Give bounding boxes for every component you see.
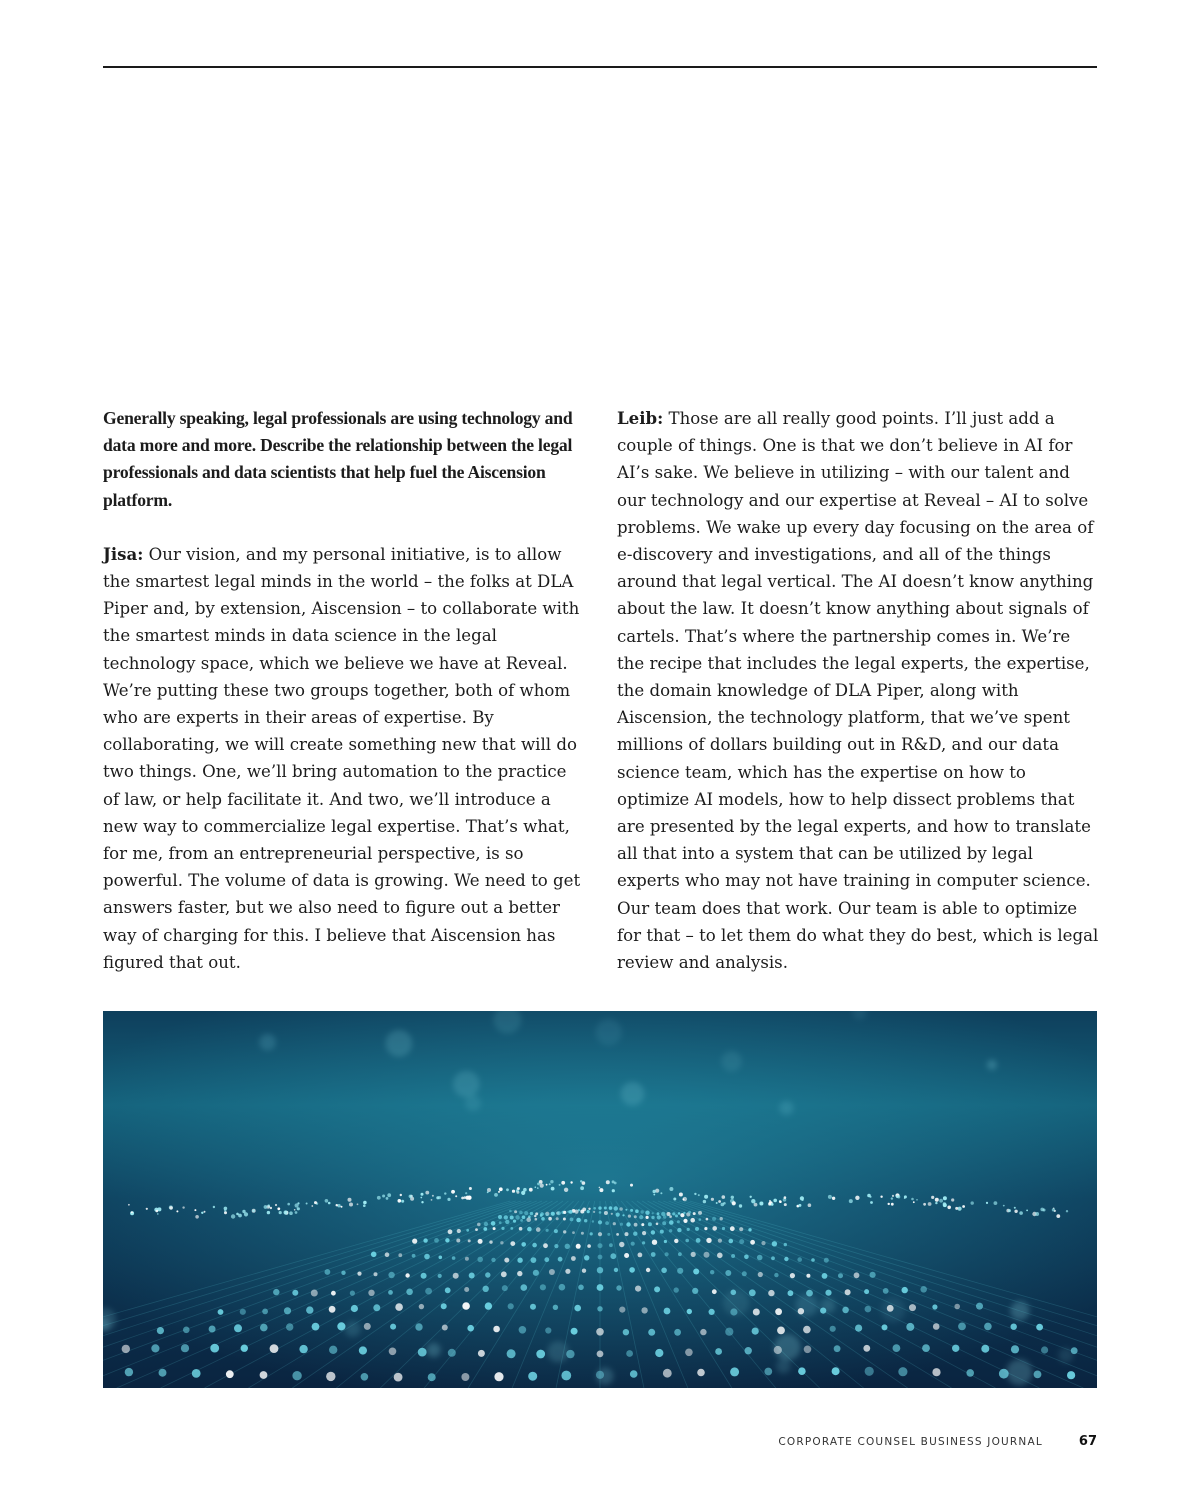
answer-text: Our vision, and my personal initiative, is to allow the smartest legal minds in the world – the folks at DLA Piper and, by extension, Aiscension – to collaborate with the smartest minds in data science in the legal technology space, which we believe we have at Reveal. We’re putting these two groups together, both of whom who are experts in their areas of expertise. By collaborating, we will create something new that will do two things. One, we’ll bring automation to the practice of law, or help facilitate it. And two, we’ll introduce a new way to commercialize legal expertise. That’s what, for me, from an entrepreneurial perspective, is so powerful. The volume of data is growing. We need to get answers faster, but we also need to figure out a better way of charging for this. I believe that Aiscension has figured that out. [103,544,581,972]
data-network-particles-image [103,1011,1097,1388]
top-rule [103,66,1097,68]
article-column-left [103,405,581,976]
page-footer [778,1434,1097,1449]
speaker-name: Jisa: [103,543,144,564]
journal-name: CORPORATE COUNSEL BUSINESS JOURNAL [778,1436,1043,1448]
page-number: 67 [1078,1434,1097,1449]
speaker-name: Leib: [617,408,664,428]
answer-text: Those are all really good points. I’ll just add a couple of things. One is that we don’t believe in AI for AI’s sake. We believe in utilizing – with our talent and our technology and our expertise at Reveal – AI to solve problems. We wake up every day focusing on the area of e-discovery and investigations, and all of the things around that legal vertical. The AI doesn’t know anything about the law. It doesn’t know anything about signals of cartels. That’s where the partnership comes in. We’re the recipe that includes the legal experts, the expertise, the domain knowledge of DLA Piper, along with Aiscension, the technology platform, that we’ve spent millions of dollars building out in R&D, and our data science team, which has the expertise on how to optimize AI models, how to help dissect problems that are presented by the legal experts, and how to translate all that into a system that can be utilized by legal experts who may not have training in computer science. Our team does that work. Our team is able to optimize for that – to let them do what they do best, which is legal review and analysis. [617,409,1099,973]
answer-leib [617,405,1099,976]
interview-question: Generally speaking, legal professionals are using technology and data more and more. Describe the relationship between the legal professionals and data scientists that help fuel the Aiscension platform. [103,408,573,510]
answer-jisa [103,541,581,976]
article-column-right [617,405,1099,976]
particle-field-graphic [103,1011,1097,1388]
